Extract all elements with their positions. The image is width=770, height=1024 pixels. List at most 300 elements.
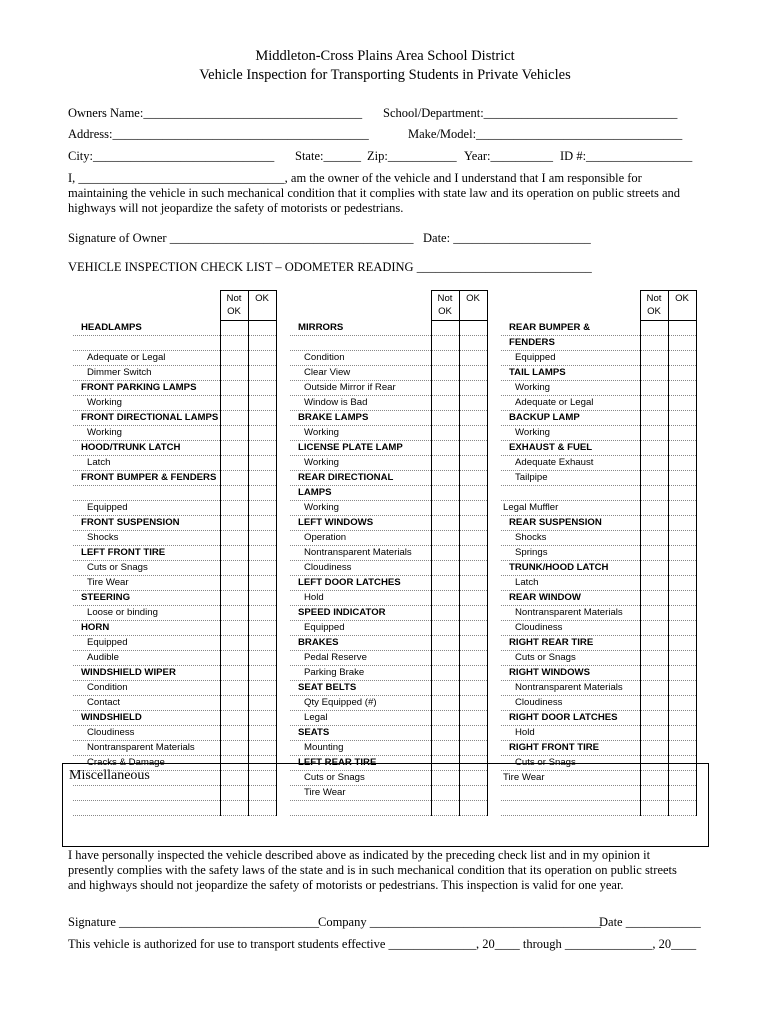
ok-checkbox[interactable] <box>459 741 487 756</box>
checklist-row <box>290 531 487 546</box>
checklist-section-label: LEFT WINDOWS <box>290 516 431 531</box>
checklist-row <box>73 486 276 501</box>
not-ok-checkbox[interactable] <box>220 561 248 576</box>
ok-checkbox[interactable] <box>668 336 696 351</box>
ok-checkbox[interactable] <box>459 486 487 501</box>
not-ok-checkbox[interactable] <box>431 591 459 606</box>
zip-field[interactable]: Zip:___________ <box>367 149 457 163</box>
certification-line-1: I have personally inspected the vehicle described above as indicated by the preceding check list and in my opinion it <box>68 848 651 862</box>
ok-checkbox[interactable] <box>248 501 276 516</box>
checklist-item-label: Cloudiness <box>501 696 640 711</box>
not-ok-checkbox[interactable] <box>431 711 459 726</box>
ok-checkbox[interactable] <box>248 336 276 351</box>
not-ok-checkbox[interactable] <box>431 336 459 351</box>
checklist-item-label: Legal Muffler <box>501 501 640 516</box>
checklist-row <box>73 651 276 666</box>
checklist-section-label: FRONT BUMPER & FENDERS <box>73 471 220 486</box>
ok-checkbox[interactable] <box>248 591 276 606</box>
not-ok-checkbox[interactable] <box>220 351 248 366</box>
company-field[interactable]: Company _____________________________________ <box>318 915 601 929</box>
not-ok-checkbox[interactable] <box>220 726 248 741</box>
not-ok-checkbox[interactable] <box>640 321 668 336</box>
checklist-row <box>501 426 696 441</box>
ok-checkbox[interactable] <box>668 576 696 591</box>
not-ok-checkbox[interactable] <box>220 576 248 591</box>
ok-checkbox[interactable] <box>248 531 276 546</box>
checklist-item-label: Adequate Exhaust <box>501 456 640 471</box>
school-department-field[interactable]: School/Department:_______________________________ <box>383 106 678 120</box>
checklist-row <box>290 336 487 351</box>
not-ok-checkbox[interactable] <box>220 606 248 621</box>
ok-checkbox[interactable] <box>248 741 276 756</box>
ok-checkbox[interactable] <box>248 396 276 411</box>
ok-checkbox[interactable] <box>459 591 487 606</box>
year-field[interactable]: Year:__________ <box>464 149 554 163</box>
checklist-item-label: Parking Brake <box>290 666 431 681</box>
not-ok-checkbox[interactable] <box>431 561 459 576</box>
not-ok-checkbox[interactable] <box>640 591 668 606</box>
checklist-row <box>73 351 276 366</box>
not-ok-checkbox[interactable] <box>640 486 668 501</box>
checklist-item-label: Working <box>73 396 220 411</box>
not-ok-checkbox[interactable] <box>640 681 668 696</box>
checklist-section-label: EXHAUST & FUEL <box>501 441 640 456</box>
ok-checkbox[interactable] <box>248 696 276 711</box>
ok-checkbox[interactable] <box>668 321 696 336</box>
not-ok-checkbox[interactable] <box>431 441 459 456</box>
ok-checkbox[interactable] <box>668 381 696 396</box>
not-ok-checkbox[interactable] <box>431 606 459 621</box>
checklist-item-label: Cracks & Damage <box>73 756 220 771</box>
checklist-section-label: HORN <box>73 621 220 636</box>
checklist-row <box>290 546 487 561</box>
not-ok-checkbox[interactable] <box>431 396 459 411</box>
not-ok-checkbox[interactable] <box>220 621 248 636</box>
not-ok-checkbox[interactable] <box>220 546 248 561</box>
not-ok-checkbox[interactable] <box>640 441 668 456</box>
ok-checkbox[interactable] <box>248 516 276 531</box>
not-ok-checkbox[interactable] <box>220 336 248 351</box>
not-ok-checkbox[interactable] <box>220 516 248 531</box>
checklist-item-label: Condition <box>73 681 220 696</box>
checklist-row <box>290 486 487 501</box>
ok-checkbox[interactable] <box>668 666 696 681</box>
not-ok-checkbox[interactable] <box>640 411 668 426</box>
checklist-row <box>73 741 276 756</box>
ok-checkbox[interactable] <box>248 561 276 576</box>
owners-name-field[interactable]: Owners Name:___________________________________ <box>68 106 363 120</box>
ok-checkbox[interactable] <box>459 561 487 576</box>
checklist-item-label: Working <box>73 426 220 441</box>
not-ok-checkbox[interactable] <box>640 711 668 726</box>
not-ok-checkbox[interactable] <box>431 666 459 681</box>
ok-checkbox[interactable] <box>459 531 487 546</box>
not-ok-checkbox[interactable] <box>640 456 668 471</box>
ok-checkbox[interactable] <box>668 681 696 696</box>
ok-checkbox[interactable] <box>248 621 276 636</box>
ok-checkbox[interactable] <box>459 636 487 651</box>
not-ok-checkbox[interactable] <box>220 711 248 726</box>
ok-checkbox[interactable] <box>459 696 487 711</box>
checklist-row <box>290 681 487 696</box>
checklist-item-label: Cuts or Snags <box>501 756 640 771</box>
checklist-row <box>501 561 696 576</box>
ok-checkbox[interactable] <box>248 726 276 741</box>
ok-checkbox[interactable] <box>668 411 696 426</box>
checklist-row <box>290 426 487 441</box>
checklist-row <box>73 531 276 546</box>
not-ok-checkbox[interactable] <box>640 396 668 411</box>
ok-checkbox[interactable] <box>668 561 696 576</box>
checklist-row <box>290 456 487 471</box>
owner-signature-field[interactable]: Signature of Owner _______________________________________ <box>68 231 414 245</box>
id-field[interactable]: ID #:_________________ <box>560 149 693 163</box>
checklist-row <box>501 576 696 591</box>
not-ok-checkbox[interactable] <box>431 381 459 396</box>
not-ok-checkbox[interactable] <box>640 351 668 366</box>
ok-checkbox[interactable] <box>668 366 696 381</box>
checklist-item-label: Loose or binding <box>73 606 220 621</box>
inspector-signature-field[interactable]: Signature ________________________________ <box>68 915 320 929</box>
not-ok-checkbox[interactable] <box>220 681 248 696</box>
ok-checkbox[interactable] <box>668 486 696 501</box>
address-field[interactable]: Address:_________________________________________ <box>68 127 369 141</box>
checklist-row <box>73 366 276 381</box>
checklist-row <box>290 576 487 591</box>
not-ok-checkbox[interactable] <box>640 381 668 396</box>
ok-checkbox[interactable] <box>459 441 487 456</box>
checklist-row <box>73 411 276 426</box>
not-ok-checkbox[interactable] <box>431 681 459 696</box>
not-ok-column-header: Not OK <box>431 291 459 321</box>
checklist-row <box>290 666 487 681</box>
not-ok-checkbox[interactable] <box>220 381 248 396</box>
checklist-section-label: SEAT BELTS <box>290 681 431 696</box>
ok-checkbox[interactable] <box>459 606 487 621</box>
ok-checkbox[interactable] <box>668 501 696 516</box>
checklist-row <box>290 441 487 456</box>
document-title: Middleton-Cross Plains Area School District <box>255 48 515 64</box>
not-ok-checkbox[interactable] <box>640 621 668 636</box>
not-ok-checkbox[interactable] <box>640 636 668 651</box>
checklist-section-label: LEFT REAR TIRE <box>290 756 431 771</box>
checklist-section-label: LAMPS <box>290 486 431 501</box>
not-ok-checkbox[interactable] <box>640 576 668 591</box>
not-ok-checkbox[interactable] <box>640 741 668 756</box>
checklist-section-label: FRONT DIRECTIONAL LAMPS <box>73 411 220 426</box>
not-ok-checkbox[interactable] <box>431 321 459 336</box>
checklist-item-label: Pedal Reserve <box>290 651 431 666</box>
checklist-row <box>290 636 487 651</box>
checklist-section-label: FENDERS <box>501 336 640 351</box>
ok-checkbox[interactable] <box>248 681 276 696</box>
not-ok-checkbox[interactable] <box>640 366 668 381</box>
checklist-header-blank <box>73 291 220 321</box>
checklist-row <box>290 711 487 726</box>
ok-checkbox[interactable] <box>459 426 487 441</box>
ok-checkbox[interactable] <box>248 426 276 441</box>
not-ok-checkbox[interactable] <box>431 696 459 711</box>
not-ok-checkbox[interactable] <box>220 441 248 456</box>
ok-checkbox[interactable] <box>248 666 276 681</box>
checklist-row <box>73 696 276 711</box>
ok-checkbox[interactable] <box>459 711 487 726</box>
not-ok-checkbox[interactable] <box>431 651 459 666</box>
not-ok-checkbox[interactable] <box>220 531 248 546</box>
ok-checkbox[interactable] <box>459 321 487 336</box>
ok-checkbox[interactable] <box>668 531 696 546</box>
not-ok-checkbox[interactable] <box>431 471 459 486</box>
checklist-section-label: MIRRORS <box>290 321 431 336</box>
checklist-row <box>290 516 487 531</box>
ok-checkbox[interactable] <box>668 606 696 621</box>
ok-checkbox[interactable] <box>668 636 696 651</box>
make-model-field[interactable]: Make/Model:_________________________________ <box>408 127 683 141</box>
checklist-header-blank <box>501 291 640 321</box>
ok-checkbox[interactable] <box>248 351 276 366</box>
ok-checkbox[interactable] <box>459 336 487 351</box>
not-ok-checkbox[interactable] <box>431 621 459 636</box>
not-ok-checkbox[interactable] <box>431 726 459 741</box>
ok-checkbox[interactable] <box>668 426 696 441</box>
checklist-row <box>290 606 487 621</box>
miscellaneous-box[interactable] <box>62 763 709 847</box>
checklist-row <box>501 636 696 651</box>
checklist-row <box>290 591 487 606</box>
ok-checkbox[interactable] <box>668 711 696 726</box>
not-ok-checkbox[interactable] <box>640 606 668 621</box>
checklist-row <box>73 396 276 411</box>
checklist-row <box>501 471 696 486</box>
authorization-line[interactable]: This vehicle is authorized for use to transport students effective ______________, 20____ through ______________, 20____ <box>68 937 697 951</box>
checklist-heading[interactable]: VEHICLE INSPECTION CHECK LIST – ODOMETER READING ____________________________ <box>68 260 592 274</box>
not-ok-checkbox[interactable] <box>431 516 459 531</box>
ok-checkbox[interactable] <box>459 456 487 471</box>
ok-checkbox[interactable] <box>248 546 276 561</box>
ok-checkbox[interactable] <box>248 411 276 426</box>
checklist-column-1 <box>73 290 277 816</box>
not-ok-checkbox[interactable] <box>431 501 459 516</box>
certification-line-3: and highways should not jeopardize the safety of motorists or pedestrians. This inspection is valid for one year. <box>68 878 624 892</box>
ok-checkbox[interactable] <box>668 441 696 456</box>
not-ok-checkbox[interactable] <box>220 366 248 381</box>
checklist-row <box>73 606 276 621</box>
not-ok-checkbox[interactable] <box>431 576 459 591</box>
checklist-row <box>501 651 696 666</box>
ok-checkbox[interactable] <box>248 471 276 486</box>
ok-checkbox[interactable] <box>248 576 276 591</box>
not-ok-checkbox[interactable] <box>220 696 248 711</box>
ok-checkbox[interactable] <box>248 441 276 456</box>
ok-checkbox[interactable] <box>459 576 487 591</box>
checklist-row <box>501 456 696 471</box>
checklist-row <box>73 546 276 561</box>
ok-checkbox[interactable] <box>248 711 276 726</box>
checklist-row <box>501 351 696 366</box>
checklist-row <box>501 621 696 636</box>
checklist-column-2 <box>290 290 488 816</box>
checklist-row <box>290 321 487 336</box>
owner-statement-line-3: highways will not jeopardize the safety of motorists or pedestrians. <box>68 201 404 215</box>
not-ok-checkbox[interactable] <box>431 456 459 471</box>
checklist-row <box>501 366 696 381</box>
ok-checkbox[interactable] <box>668 351 696 366</box>
not-ok-checkbox[interactable] <box>220 426 248 441</box>
ok-checkbox[interactable] <box>459 651 487 666</box>
not-ok-checkbox[interactable] <box>220 411 248 426</box>
ok-checkbox[interactable] <box>459 666 487 681</box>
checklist-row <box>290 696 487 711</box>
ok-checkbox[interactable] <box>668 546 696 561</box>
ok-checkbox[interactable] <box>248 381 276 396</box>
not-ok-checkbox[interactable] <box>431 741 459 756</box>
checklist-item-label: Working <box>290 456 431 471</box>
state-field[interactable]: State:______ <box>295 149 361 163</box>
checklist-row <box>290 396 487 411</box>
city-field[interactable]: City:_____________________________ <box>68 149 275 163</box>
checklist-row <box>290 471 487 486</box>
ok-checkbox[interactable] <box>668 621 696 636</box>
checklist-row <box>290 366 487 381</box>
ok-checkbox[interactable] <box>459 366 487 381</box>
checklist-row <box>290 621 487 636</box>
ok-checkbox[interactable] <box>668 741 696 756</box>
not-ok-checkbox[interactable] <box>640 336 668 351</box>
checklist-item-label: Springs <box>501 546 640 561</box>
checklist-item-label: Qty Equipped (#) <box>290 696 431 711</box>
ok-checkbox[interactable] <box>248 651 276 666</box>
not-ok-checkbox[interactable] <box>640 426 668 441</box>
checklist-item-label: Cloudiness <box>501 621 640 636</box>
not-ok-checkbox[interactable] <box>640 471 668 486</box>
ok-checkbox[interactable] <box>668 696 696 711</box>
ok-checkbox[interactable] <box>459 621 487 636</box>
not-ok-checkbox[interactable] <box>431 636 459 651</box>
checklist-section-label: BRAKE LAMPS <box>290 411 431 426</box>
checklist-row <box>290 726 487 741</box>
not-ok-checkbox[interactable] <box>640 666 668 681</box>
checklist-item-label: Latch <box>501 576 640 591</box>
checklist-section-label: HEADLAMPS <box>73 321 220 336</box>
not-ok-checkbox[interactable] <box>220 501 248 516</box>
ok-checkbox[interactable] <box>459 681 487 696</box>
ok-checkbox[interactable] <box>248 636 276 651</box>
checklist-item-label: Equipped <box>501 351 640 366</box>
not-ok-checkbox[interactable] <box>431 411 459 426</box>
checklist-section-label: RIGHT DOOR LATCHES <box>501 711 640 726</box>
ok-checkbox[interactable] <box>459 411 487 426</box>
not-ok-checkbox[interactable] <box>220 651 248 666</box>
checklist-row <box>73 321 276 336</box>
checklist-row <box>501 531 696 546</box>
not-ok-checkbox[interactable] <box>220 636 248 651</box>
not-ok-checkbox[interactable] <box>640 726 668 741</box>
not-ok-checkbox[interactable] <box>220 741 248 756</box>
checklist-section-label: SEATS <box>290 726 431 741</box>
checklist-item-label: Working <box>501 381 640 396</box>
not-ok-checkbox[interactable] <box>640 501 668 516</box>
not-ok-checkbox[interactable] <box>640 516 668 531</box>
ok-checkbox[interactable] <box>248 486 276 501</box>
checklist-row <box>73 576 276 591</box>
checklist-row <box>501 441 696 456</box>
not-ok-checkbox[interactable] <box>220 471 248 486</box>
not-ok-checkbox[interactable] <box>220 456 248 471</box>
checklist-section-label: REAR BUMPER & <box>501 321 640 336</box>
not-ok-checkbox[interactable] <box>220 486 248 501</box>
not-ok-checkbox[interactable] <box>220 666 248 681</box>
not-ok-checkbox[interactable] <box>431 366 459 381</box>
inspection-date-field[interactable]: Date ____________ <box>599 915 701 929</box>
ok-checkbox[interactable] <box>248 321 276 336</box>
ok-checkbox[interactable] <box>459 351 487 366</box>
checklist-item-label: Nontransparent Materials <box>290 546 431 561</box>
ok-checkbox[interactable] <box>668 456 696 471</box>
checklist-row <box>501 681 696 696</box>
ok-checkbox[interactable] <box>459 381 487 396</box>
not-ok-checkbox[interactable] <box>640 696 668 711</box>
owner-date-field[interactable]: Date: ______________________ <box>423 231 591 245</box>
not-ok-checkbox[interactable] <box>431 486 459 501</box>
checklist-row <box>73 471 276 486</box>
checklist-row <box>73 711 276 726</box>
ok-checkbox[interactable] <box>668 591 696 606</box>
not-ok-checkbox[interactable] <box>431 546 459 561</box>
checklist-item-label: Equipped <box>73 636 220 651</box>
checklist-item-label: Nontransparent Materials <box>73 741 220 756</box>
checklist-item-label: Cuts or Snags <box>290 771 431 786</box>
not-ok-checkbox[interactable] <box>640 561 668 576</box>
ok-checkbox[interactable] <box>459 516 487 531</box>
not-ok-checkbox[interactable] <box>431 531 459 546</box>
ok-checkbox[interactable] <box>459 471 487 486</box>
ok-checkbox[interactable] <box>248 366 276 381</box>
checklist-row <box>501 381 696 396</box>
ok-checkbox[interactable] <box>668 726 696 741</box>
checklist-item-label <box>73 336 220 351</box>
not-ok-checkbox[interactable] <box>640 546 668 561</box>
ok-checkbox[interactable] <box>459 396 487 411</box>
ok-checkbox[interactable] <box>459 546 487 561</box>
checklist-section-label: LEFT FRONT TIRE <box>73 546 220 561</box>
checklist-row <box>73 681 276 696</box>
not-ok-checkbox[interactable] <box>220 396 248 411</box>
ok-checkbox[interactable] <box>459 501 487 516</box>
not-ok-checkbox[interactable] <box>431 351 459 366</box>
not-ok-checkbox[interactable] <box>431 426 459 441</box>
ok-checkbox[interactable] <box>668 396 696 411</box>
checklist-item-label: Tire Wear <box>501 771 640 786</box>
owner-statement-line-1[interactable]: I, _________________________________, am the owner of the vehicle and I understand that I am responsible for <box>68 171 642 185</box>
checklist-section-label: RIGHT FRONT TIRE <box>501 741 640 756</box>
checklist-header-blank <box>290 291 431 321</box>
not-ok-checkbox[interactable] <box>220 591 248 606</box>
not-ok-checkbox[interactable] <box>640 651 668 666</box>
ok-checkbox[interactable] <box>459 726 487 741</box>
checklist-item-label: Cuts or Snags <box>501 651 640 666</box>
ok-checkbox[interactable] <box>248 606 276 621</box>
ok-checkbox[interactable] <box>668 516 696 531</box>
checklist-item-label: Cuts or Snags <box>73 561 220 576</box>
checklist-row <box>73 456 276 471</box>
not-ok-checkbox[interactable] <box>640 531 668 546</box>
ok-checkbox[interactable] <box>668 651 696 666</box>
not-ok-checkbox[interactable] <box>220 321 248 336</box>
ok-checkbox[interactable] <box>668 471 696 486</box>
ok-checkbox[interactable] <box>248 456 276 471</box>
checklist-section-label: HOOD/TRUNK LATCH <box>73 441 220 456</box>
not-ok-column-header: Not OK <box>220 291 248 321</box>
